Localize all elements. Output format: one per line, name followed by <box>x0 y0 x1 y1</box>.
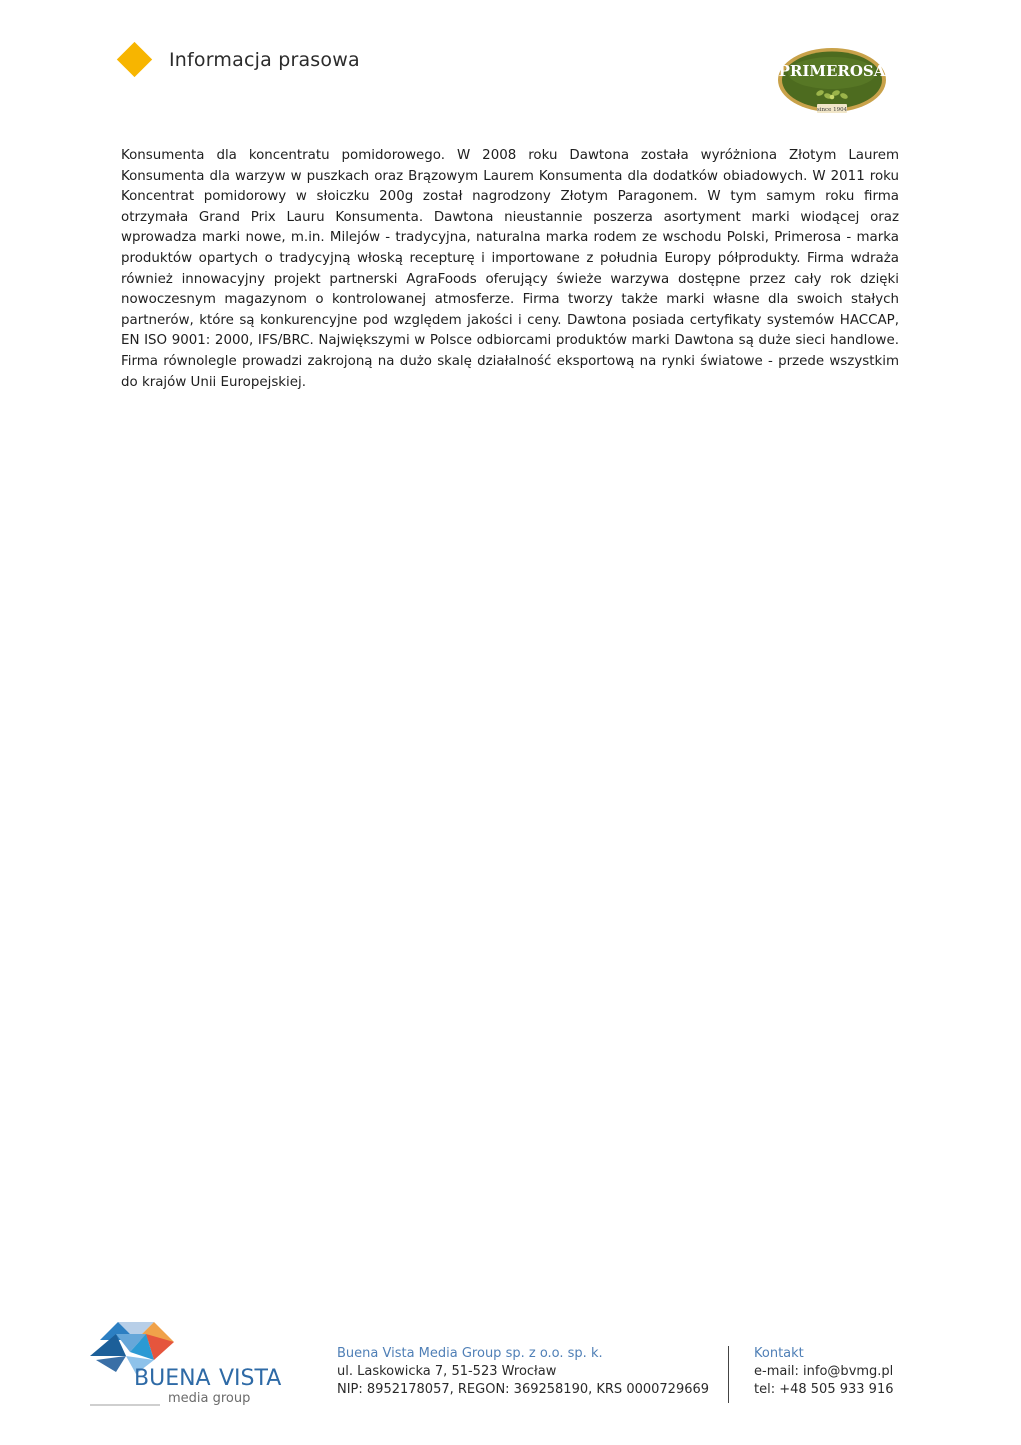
company-name: Buena Vista Media Group sp. z o.o. sp. k. <box>337 1346 603 1361</box>
footer-contact-info <box>754 1345 894 1399</box>
page-title: Informacja prasowa <box>169 49 360 71</box>
contact-email[interactable]: e-mail: info@bvmg.pl <box>754 1364 894 1379</box>
header-diamond-icon <box>117 42 152 77</box>
contact-heading: Kontakt <box>754 1346 804 1361</box>
company-ids: NIP: 8952178057, REGON: 369258190, KRS 0000729669 <box>337 1382 710 1397</box>
logo-tagline: since 1904 <box>816 107 848 113</box>
primerosa-logo <box>776 45 888 119</box>
footer-company-info <box>337 1345 709 1399</box>
contact-phone[interactable]: tel: +48 505 933 916 <box>754 1382 894 1397</box>
logo-underline <box>90 1404 160 1406</box>
footer-divider <box>728 1346 729 1403</box>
company-address: ul. Laskowicka 7, 51-523 Wrocław <box>337 1364 557 1379</box>
logo-text: PRIMEROSA <box>778 62 886 80</box>
press-release-body: Konsumenta dla koncentratu pomidorowego. W 2008 roku Dawtona została wyróżniona Złotym Laurem Konsumenta dla warzyw w puszkach oraz Brązowym Laurem Konsumenta dla dodatków obiadowych. W 2011 roku Koncentrat pomidorowy w słoiczku 200g został nagrodzony Złotym Paragonem. W tym samym roku firma otrzymała Grand Prix Lauru Konsumenta. Dawtona nieustannie poszerza asortyment marki wiodącej oraz wprowadza marki nowe, m.in. Milejów - tradycyjna, naturalna marka rodem ze wschodu Polski, Primerosa - marka produktów opartych o tradycyjną włoską recepturę i importowane z południa Europy półprodukty. Firma wdraża również innowacyjny projekt partnerski AgraFoods oferujący świeże warzywa dostępne przez cały rok dzięki nowoczesnym magazynom o kontrolowanej atmosferze. Firma tworzy także marki własne dla swoich stałych partnerów, które są konkurencyjne pod względem jakości i ceny. Dawtona posiada certyfikaty systemów HACCAP, EN ISO 9001: 2000, IFS/BRC. Największymi w Polsce odbiorcami produktów marki Dawtona są duże sieci handlowe. Firma równolegle prowadzi zakrojoną na dużo skalę działalność eksportową na rynki światowe - przede wszystkim do krajów Unii Europejskiej. <box>121 148 899 390</box>
logo-word-vista: VISTA <box>219 1366 282 1391</box>
logo-subtitle: media group <box>168 1391 251 1406</box>
buenavista-logo <box>86 1320 300 1410</box>
logo-word-buena: BUENA <box>134 1366 211 1391</box>
